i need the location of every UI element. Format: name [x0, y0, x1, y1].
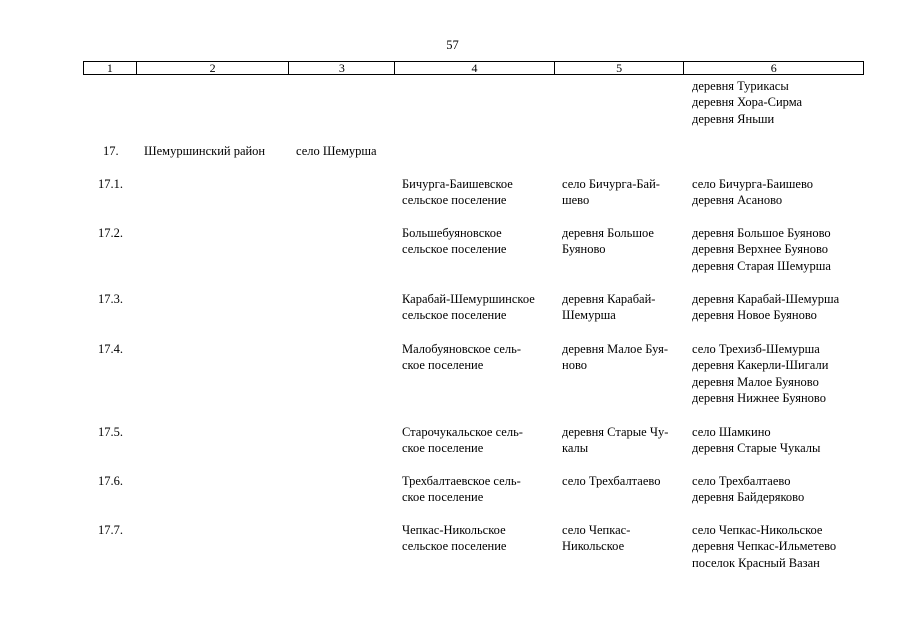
- locality: деревня Карабай-Шемурша: [692, 292, 840, 306]
- row-number: 17.6.: [98, 474, 123, 488]
- settlement-line: Старочукальское сель-: [402, 425, 523, 439]
- locality: деревня Старые Чукалы: [692, 441, 821, 456]
- localities-list: [692, 176, 813, 209]
- center-line: Шемурша: [562, 308, 616, 323]
- administrative-center: [562, 473, 660, 489]
- locality: деревня Нижнее Буяново: [692, 390, 826, 405]
- continuation-localities: [692, 78, 802, 127]
- center-line: Буяново: [562, 242, 606, 257]
- locality: село Трехбалтаево: [692, 474, 791, 488]
- header-col-5: 5: [555, 62, 685, 74]
- locality: деревня Новое Буяново: [692, 308, 817, 323]
- locality: деревня Байдеряково: [692, 490, 805, 505]
- localities-list: [692, 424, 820, 457]
- settlement-name: [402, 291, 535, 324]
- center-line: Никольское: [562, 539, 625, 554]
- center-line: калы: [562, 441, 589, 456]
- settlement-line: Карабай-Шемуршинское: [402, 292, 535, 306]
- center-line: шево: [562, 193, 590, 208]
- settlement-name: [402, 522, 506, 555]
- localities-list: [692, 341, 828, 406]
- row-number: 17.2.: [98, 226, 123, 240]
- header-col-6: 6: [770, 61, 777, 75]
- center-line: село Трехбалтаево: [562, 474, 661, 488]
- settlement-name: [402, 424, 523, 457]
- locality: поселок Красный Вазан: [692, 555, 820, 570]
- row-number: 17.5.: [98, 425, 123, 439]
- row-number: 17.3.: [98, 292, 123, 306]
- row-number: 17.4.: [98, 342, 123, 356]
- center-line: ново: [562, 358, 588, 373]
- column-number-header: [83, 61, 864, 75]
- locality: село Чепкас-Никольское: [692, 523, 823, 537]
- settlement-line: Бичурга-Баишевское: [402, 177, 513, 191]
- header-col-3: 3: [289, 62, 395, 74]
- header-col-1: 1: [84, 62, 137, 74]
- localities-list: [692, 225, 831, 274]
- settlement-line: ское поселение: [402, 490, 484, 505]
- settlement-line: Большебуяновское: [402, 226, 502, 240]
- center-line: село Бичурга-Бай-: [562, 177, 660, 191]
- row-number: 17.7.: [98, 523, 123, 537]
- administrative-center: [562, 291, 655, 324]
- district-number: 17.: [103, 144, 119, 158]
- localities-list: [692, 473, 804, 506]
- center-line: село Чепкас-: [562, 523, 631, 537]
- administrative-center: [562, 424, 668, 457]
- settlement-name: [402, 225, 506, 258]
- settlement-name: [402, 341, 521, 374]
- settlement-line: Трехбалтаевское сель-: [402, 474, 521, 488]
- administrative-center: [562, 341, 668, 374]
- settlement-name: [402, 473, 521, 506]
- locality: деревня Большое Буяново: [692, 226, 831, 240]
- locality: село Трехизб-Шемурша: [692, 342, 820, 356]
- administrative-center: [562, 522, 630, 555]
- district-center: село Шемурша: [296, 144, 377, 158]
- settlement-line: сельское поселение: [402, 308, 507, 323]
- localities-list: [692, 291, 839, 324]
- center-line: деревня Большое: [562, 226, 654, 240]
- row-number: 17.1.: [98, 177, 123, 191]
- locality: деревня Асаново: [692, 193, 783, 208]
- locality: деревня Чепкас-Ильметево: [692, 539, 837, 554]
- locality: деревня Какерли-Шигали: [692, 358, 829, 373]
- settlement-line: Чепкас-Никольское: [402, 523, 506, 537]
- center-line: деревня Карабай-: [562, 292, 656, 306]
- administrative-center: [562, 225, 654, 258]
- localities-list: [692, 522, 836, 571]
- settlement-line: ское поселение: [402, 358, 484, 373]
- locality: деревня Старая Шемурша: [692, 258, 831, 273]
- locality: деревня Турикасы: [692, 79, 789, 93]
- center-line: деревня Старые Чу-: [562, 425, 669, 439]
- settlement-line: сельское поселение: [402, 193, 507, 208]
- district-name: Шемуршинский район: [144, 144, 266, 158]
- locality: деревня Верхнее Буяново: [692, 242, 829, 257]
- settlement-line: ское поселение: [402, 441, 484, 456]
- administrative-center: [562, 176, 660, 209]
- settlement-name: [402, 176, 513, 209]
- settlement-line: сельское поселение: [402, 242, 507, 257]
- locality: деревня Хора-Сирма: [692, 95, 803, 110]
- settlement-line: сельское поселение: [402, 539, 507, 554]
- locality: деревня Малое Буяново: [692, 374, 819, 389]
- locality: деревня Яньши: [692, 111, 775, 126]
- header-col-4: 4: [395, 62, 555, 74]
- locality: село Шамкино: [692, 425, 771, 439]
- settlement-line: Малобуяновское сель-: [402, 342, 522, 356]
- page-number: 57: [446, 38, 459, 52]
- header-col-2: 2: [137, 62, 290, 74]
- locality: село Бичурга-Баишево: [692, 177, 814, 191]
- center-line: деревня Малое Буя-: [562, 342, 668, 356]
